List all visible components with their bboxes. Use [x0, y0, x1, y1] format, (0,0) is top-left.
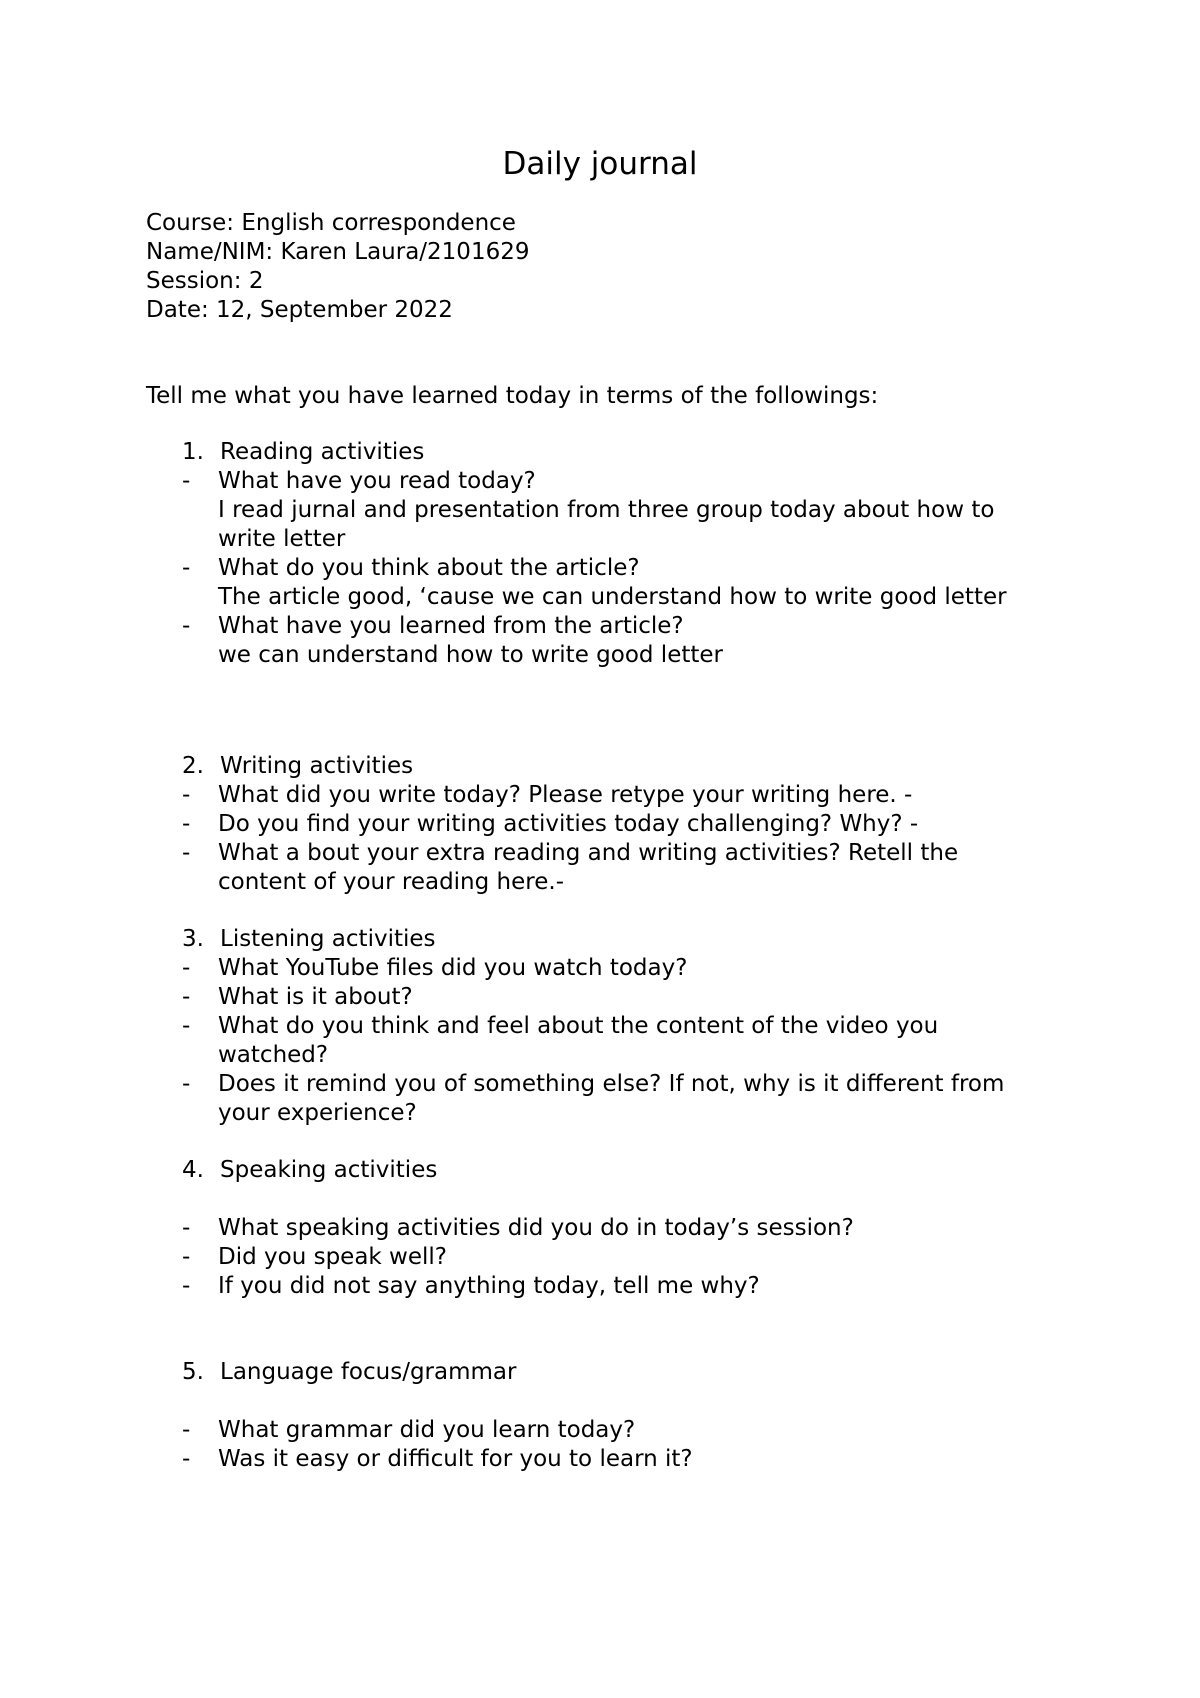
question-text: What have you read today? — [218, 468, 536, 494]
question-text: What grammar did you learn today? — [218, 1417, 636, 1443]
section-number: 1. — [182, 439, 204, 465]
section-title: Speaking activities — [220, 1157, 438, 1183]
section-reading — [182, 438, 1018, 670]
section-heading — [182, 438, 1018, 467]
course-line: Course: English correspondence — [146, 210, 516, 236]
bullet-dash: - — [182, 613, 191, 639]
section-title: Reading activities — [220, 439, 425, 465]
question-text: What do you think and feel about the content of the video you watched? — [218, 1013, 939, 1068]
question-item — [144, 554, 1018, 583]
question-item — [144, 1243, 1018, 1272]
question-item — [144, 1445, 1018, 1474]
section-number: 2. — [182, 753, 204, 779]
section-speaking — [182, 1156, 1018, 1301]
question-text: What YouTube files did you watch today? — [218, 955, 688, 981]
question-item — [144, 467, 1018, 496]
bullet-dash: - — [182, 1215, 191, 1241]
date-line: Date: 12, September 2022 — [146, 297, 453, 323]
section-heading — [182, 1358, 1018, 1387]
bullet-dash: - — [182, 811, 191, 837]
bullet-dash: - — [182, 1446, 191, 1472]
name-nim-line: Name/NIM: Karen Laura/2101629 — [146, 239, 530, 265]
bullet-dash: - — [182, 984, 191, 1010]
question-text: What is it about? — [218, 984, 413, 1010]
question-item — [144, 954, 1018, 983]
bullet-dash: - — [182, 1273, 191, 1299]
question-item — [144, 1012, 1018, 1070]
bullet-dash: - — [182, 840, 191, 866]
bullet-dash: - — [182, 955, 191, 981]
bullet-dash: - — [182, 1071, 191, 1097]
section-writing — [182, 752, 1018, 897]
question-text: Do you find your writing activities today challenging? Why? - — [218, 811, 919, 837]
answer-text: I read jurnal and presentation from three group today about how to write letter — [218, 497, 995, 552]
question-text: Did you speak well? — [218, 1244, 447, 1270]
question-text: What speaking activities did you do in today’s session? — [218, 1215, 854, 1241]
question-item — [144, 810, 1018, 839]
section-heading — [182, 925, 1018, 954]
bullet-dash: - — [182, 1013, 191, 1039]
document-title: Daily journal — [502, 146, 698, 182]
section-title: Language focus/grammar — [220, 1359, 517, 1385]
bullet-dash: - — [182, 468, 191, 494]
question-item — [144, 1416, 1018, 1445]
section-number: 5. — [182, 1359, 204, 1385]
bullet-dash: - — [182, 782, 191, 808]
section-heading — [182, 752, 1018, 781]
bullet-dash: - — [182, 1417, 191, 1443]
section-listening — [182, 925, 1018, 1128]
journal-prompt: Tell me what you have learned today in terms of the followings: — [146, 383, 879, 409]
question-text: Was it easy or difficult for you to learn it? — [218, 1446, 693, 1472]
section-heading — [182, 1156, 1018, 1185]
question-item — [144, 983, 1018, 1012]
journal-meta — [146, 209, 529, 325]
question-text: Does it remind you of something else? If not, why is it different from your experience? — [218, 1071, 1005, 1126]
question-item — [144, 1070, 1018, 1128]
section-title: Writing activities — [220, 753, 414, 779]
section-language-focus — [182, 1358, 1018, 1474]
section-title: Listening activities — [220, 926, 436, 952]
question-text: What have you learned from the article? — [218, 613, 684, 639]
question-text: What did you write today? Please retype your writing here. - — [218, 782, 913, 808]
question-item — [144, 1272, 1018, 1301]
bullet-dash: - — [182, 1244, 191, 1270]
question-item — [144, 612, 1018, 641]
question-item — [144, 839, 1018, 897]
answer-text: we can understand how to write good letter — [218, 642, 723, 668]
question-item — [144, 781, 1018, 810]
question-text: What a bout your extra reading and writing activities? Retell the content of your reading here.- — [218, 840, 959, 895]
section-number: 3. — [182, 926, 204, 952]
session-line: Session: 2 — [146, 268, 264, 294]
question-text: If you did not say anything today, tell me why? — [218, 1273, 760, 1299]
section-number: 4. — [182, 1157, 204, 1183]
bullet-dash: - — [182, 555, 191, 581]
answer-text: The article good, ‘cause we can understand how to write good letter — [218, 584, 1007, 610]
question-item — [144, 1214, 1018, 1243]
question-text: What do you think about the article? — [218, 555, 640, 581]
